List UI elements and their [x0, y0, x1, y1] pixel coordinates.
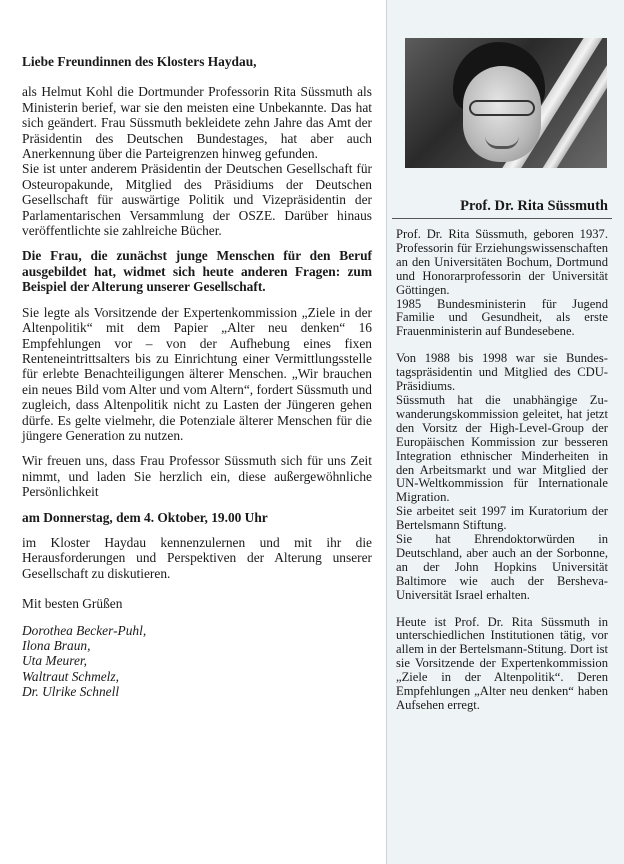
speaker-name: Prof. Dr. Rita Süssmuth	[460, 198, 608, 214]
event-date: am Donnerstag, dem 4. Oktober, 19.00 Uhr	[22, 509, 268, 525]
bio-paragraph-minister: 1985 Bundesministerin für Jugend Familie und Gesundheit, als erste Frauenministerin auf Bundesebene.	[396, 296, 608, 339]
bio-paragraph-birth: Prof. Dr. Rita Süssmuth, geboren 1937. Professorin für Erziehungswissenschaften an den Universitäten Bochum, Dortmund und Honorarprofessorin der Universität Göttingen.	[396, 227, 608, 297]
invitation-letter	[22, 54, 372, 700]
bio-paragraph-honors: Sie hat Ehrendoktorwürden in Deutschland, aber auch an der Sorbonne, an der John Hopkins Universität Baltimore wie auch der Bersheva-Universität Israel erhalten.	[396, 532, 608, 602]
letter-paragraph-highlight: Die Frau, die zunächst junge Menschen für den Beruf ausgebildet hat, widmet sich heute anderen Fragen: zum Beispiel der Alterung unserer Gesellschaft.	[22, 248, 372, 295]
divider	[392, 218, 612, 219]
signature-name: Ilona Braun,	[22, 638, 91, 653]
letter-paragraph-commission: Sie legte als Vorsitzende der Expertenkommission „Ziele in der Altenpolitik“ mit dem Papier „Alter neu denken“ 16 Empfehlungen vor – von der Aufhebung eines fixen Renteneintrittsalters bis zu Einrichtung einer Vermittlungsstelle für erlebte Benachteiligungen älterer Menschen. „Wir brauchen ein neues Bild vom Alter und vom Altern“, fordert Süssmuth und zugleich, dass Altenpolitik nicht zu Lasten der Jüngeren gehen dürfe. Es gelte vielmehr, die Potenziale älterer Menschen für die jüngere Generation zu nutzen.	[22, 304, 372, 443]
letter-paragraph-intro: als Helmut Kohl die Dortmunder Professorin Rita Süssmuth als Ministerin berief, war sie den meisten eine Unbekannte. Das hat sich geändert. Frau Süssmuth bekleidete zehn Jahre das Amt der Präsidentin des Deutschen Bundestages, hat aber auch Anerkennung über die Parteigrenzen hinweg gefunden.	[22, 84, 372, 162]
signature-name: Uta Meurer,	[22, 653, 87, 669]
letter-paragraph-event: im Kloster Haydau kennenzulernen und mit ihr die Herausforderungen und Perspektiven der Alterung unserer Gesellschaft zu diskutieren.	[22, 534, 372, 581]
bio-paragraph-commission: Süssmuth hat die unabhängige Zuwanderungskommission geleitet, hat jetzt den Vorsitz der High-Level-Group der Europäischen Kommission zur besseren Integration ethnischer Minderheiten in den Arbeitsmarkt und war Mitglied der UN-Weltkommission für Internationale Migration.	[396, 392, 608, 505]
bio-paragraph-today: Heute ist Prof. Dr. Rita Süssmuth in unterschiedlichen Institutionen tätig, vor allem in der Bertelsmann-Stitung. Dort ist sie Vorsitzende der Expertenkommission „Ziele in der Altenpolitik“. Deren Empfehlungen „Alter neu denken“ haben Aufsehen erregt.	[396, 614, 608, 712]
signature-list	[22, 623, 372, 700]
letter-paragraph-invitation: Wir freuen uns, dass Frau Professor Süssmuth sich für uns Zeit nimmt, und laden Sie herzlich ein, diese außergewöhnliche Persönlichkeit	[22, 453, 372, 500]
speaker-bio	[396, 228, 608, 713]
signature-name: Dr. Ulrike Schnell	[22, 684, 120, 700]
speaker-photo	[405, 38, 607, 168]
letter-greeting: Liebe Freundinnen des Klosters Haydau,	[22, 54, 257, 69]
signature-name: Waltraut Schmelz,	[22, 668, 119, 684]
bio-paragraph-bundestag: Von 1988 bis 1998 war sie Bundestagspräsidentin und Mitglied des CDU-Präsidiums.	[396, 351, 608, 394]
letter-paragraph-positions: Sie ist unter anderem Präsidentin der Deutschen Gesellschaft für Osteuropakunde, Mitglied des Präsidiums der Deutschen Gesellschaft für auswärtige Politik und Vizepräsidentin der Parlamentarischen Versammlung der OSZE. Darüber hinaus veröffentlichte sie zahlreiche Bücher.	[22, 161, 372, 239]
letter-closing: Mit besten Grüßen	[22, 596, 123, 612]
signature-name: Dorothea Becker-Puhl,	[22, 622, 147, 638]
bio-paragraph-bertelsmann: Sie arbeitet seit 1997 im Kuratorium der Bertelsmann Stiftung.	[396, 504, 608, 533]
